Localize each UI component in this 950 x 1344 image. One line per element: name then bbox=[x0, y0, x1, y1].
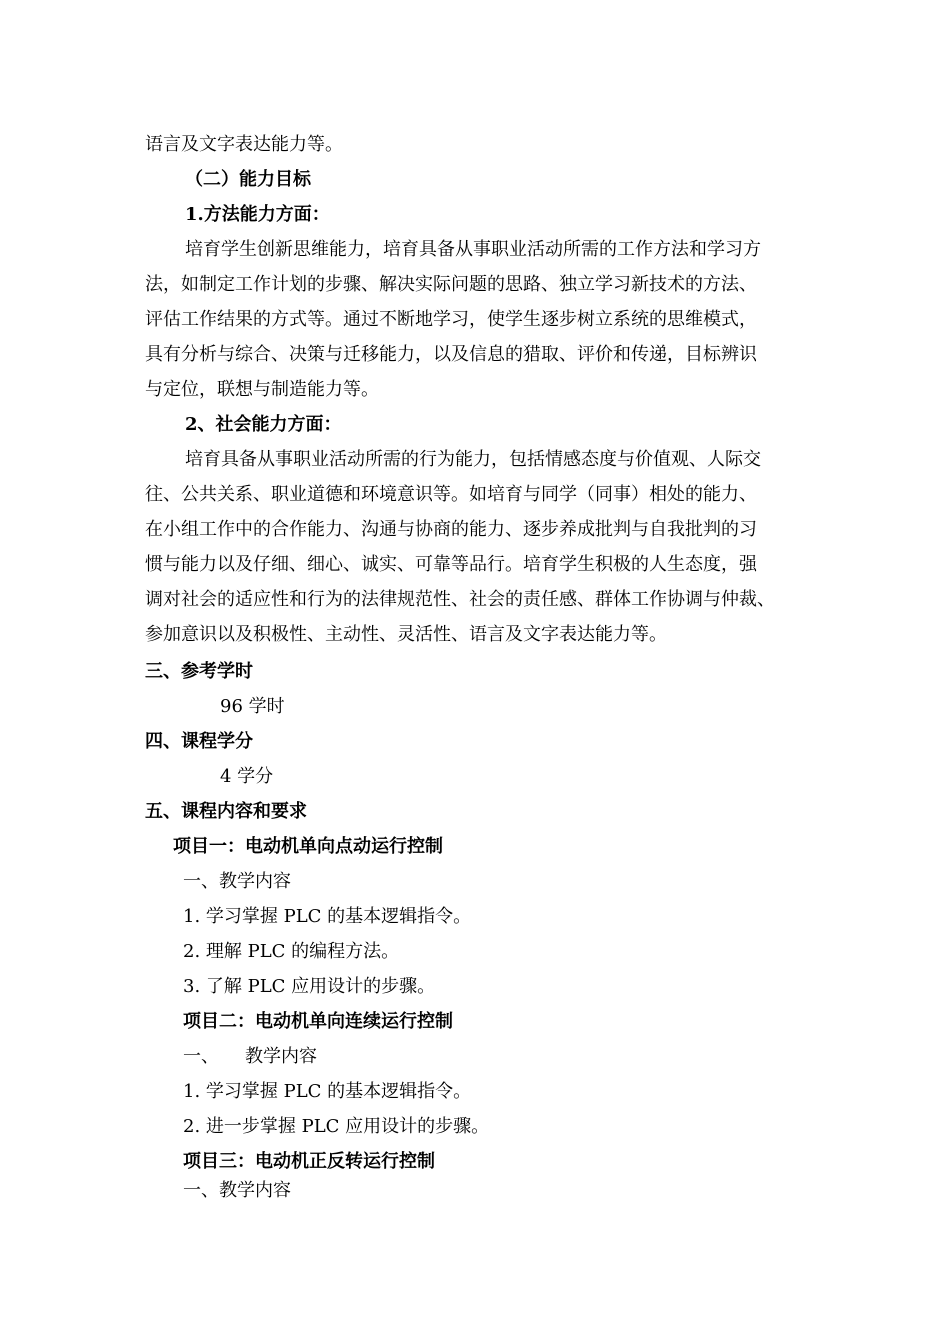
social-line: 在小组工作中的合作能力、沟通与协商的能力、逐步养成批判与自我批判的习 bbox=[145, 519, 757, 540]
heading-method-ability: 1.方法能力方面： bbox=[185, 204, 330, 225]
project-title: 项目三：电动机正反转运行控制 bbox=[183, 1151, 435, 1172]
social-line: 惯与能力以及仔细、细心、诚实、可靠等品行。培育学生积极的人生态度，强 bbox=[145, 554, 757, 575]
list-item: 2. 进一步掌握 PLC 应用设计的步骤。 bbox=[183, 1116, 490, 1137]
teaching-content-text: 教学内容 bbox=[245, 1046, 317, 1067]
heading-social-ability: 2、社会能力方面： bbox=[185, 414, 342, 435]
method-line: 法，如制定工作计划的步骤、解决实际问题的思路、独立学习新技术的方法、 bbox=[145, 274, 757, 295]
social-line: 调对社会的适应性和行为的法律规范性、社会的责任感、群体工作协调与仲裁、 bbox=[145, 589, 775, 610]
project-title: 项目二：电动机单向连续运行控制 bbox=[183, 1011, 453, 1032]
list-item: 2. 理解 PLC 的编程方法。 bbox=[183, 941, 400, 962]
project-title: 项目一：电动机单向点动运行控制 bbox=[173, 836, 443, 857]
paragraph-tail: 语言及文字表达能力等。 bbox=[145, 134, 343, 155]
hours-value: 96 学时 bbox=[220, 696, 285, 717]
method-line: 评估工作结果的方式等。通过不断地学习，使学生逐步树立系统的思维模式， bbox=[145, 309, 757, 330]
heading-ability-goals: （二）能力目标 bbox=[185, 169, 311, 190]
method-line: 培育学生创新思维能力，培育具备从事职业活动所需的工作方法和学习方 bbox=[185, 239, 761, 260]
social-line: 培育具备从事职业活动所需的行为能力，包括情感态度与价值观、人际交 bbox=[185, 449, 761, 470]
list-item: 3. 了解 PLC 应用设计的步骤。 bbox=[183, 976, 436, 997]
teaching-content-label: 一、教学内容 bbox=[183, 871, 291, 892]
method-line: 具有分析与综合、决策与迁移能力，以及信息的猎取、评价和传递，目标辨识 bbox=[145, 344, 757, 365]
heading-course-content: 五、课程内容和要求 bbox=[145, 801, 307, 822]
list-item: 1. 学习掌握 PLC 的基本逻辑指令。 bbox=[183, 906, 472, 927]
social-line: 往、公共关系、职业道德和环境意识等。如培育与同学（同事）相处的能力、 bbox=[145, 484, 757, 505]
social-line: 参加意识以及积极性、主动性、灵活性、语言及文字表达能力等。 bbox=[145, 624, 667, 645]
teaching-content-label bbox=[183, 1045, 317, 1069]
credits-value: 4 学分 bbox=[220, 766, 274, 787]
method-line: 与定位，联想与制造能力等。 bbox=[145, 379, 379, 400]
heading-course-credits: 四、课程学分 bbox=[145, 731, 253, 752]
heading-reference-hours: 三、参考学时 bbox=[145, 661, 253, 682]
teaching-content-number: 一、 bbox=[183, 1046, 219, 1067]
teaching-content-label: 一、教学内容 bbox=[183, 1180, 291, 1201]
list-item: 1. 学习掌握 PLC 的基本逻辑指令。 bbox=[183, 1081, 472, 1102]
